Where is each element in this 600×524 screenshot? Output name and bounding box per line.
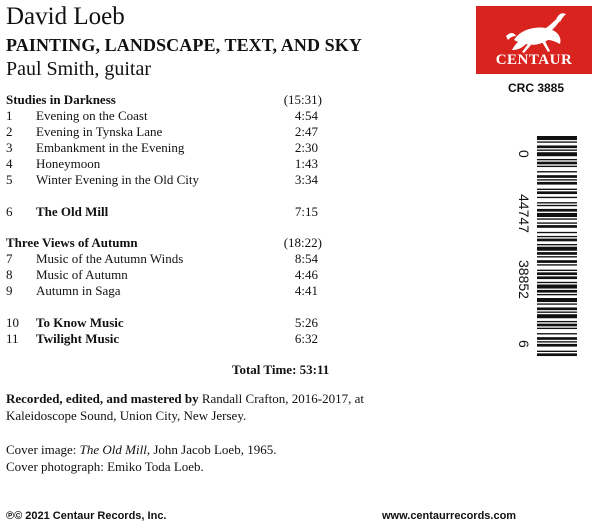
track-title: Evening in Tynska Lane <box>36 124 163 139</box>
track-row <box>6 140 366 156</box>
track-row <box>6 204 366 220</box>
recording-credits <box>6 390 386 424</box>
barcode-bar <box>537 136 577 140</box>
barcode-bar <box>537 337 577 340</box>
group-title: Three Views of Autumn <box>6 235 138 250</box>
centaur-wordmark: CENTAUR <box>495 52 573 68</box>
recording-credits-text: Randall Crafton, 2016-2017, at Kaleidoscope Sound, Union City, New Jersey. <box>6 391 364 423</box>
barcode-bar <box>537 213 577 217</box>
track-row <box>6 172 366 188</box>
group-duration: (18:22) <box>283 235 322 250</box>
track-title: Music of Autumn <box>36 267 128 282</box>
track-number: 7 <box>6 251 13 266</box>
track-number: 8 <box>6 267 13 282</box>
barcode-digit-first: 0 <box>516 150 532 158</box>
cover-image-title: The Old Mill <box>79 442 147 457</box>
barcode-bar <box>537 244 577 245</box>
track-title: To Know Music <box>36 315 124 330</box>
track-title: Music of the Autumn Winds <box>36 251 184 266</box>
centaur-logo <box>476 6 592 74</box>
barcode-bar <box>537 312 577 313</box>
track-title: Evening on the Coast <box>36 108 148 123</box>
track-number: 10 <box>6 315 19 330</box>
barcode-bar <box>537 260 577 263</box>
barcode-bar <box>537 290 577 293</box>
track-duration: 8:54 <box>294 251 318 266</box>
track-duration: 3:34 <box>294 172 318 187</box>
barcode-bar <box>537 328 577 329</box>
track-title: Embankment in the Evening <box>36 140 185 155</box>
barcode-digits-right: 38852 <box>516 260 532 299</box>
barcode-bar <box>537 171 577 172</box>
barcode-bar <box>537 191 577 194</box>
track-number: 4 <box>6 156 13 171</box>
track-row <box>6 315 366 331</box>
barcode-bar <box>537 353 577 356</box>
barcode-bar <box>537 145 577 148</box>
barcode-bar <box>537 197 577 198</box>
track-duration: 2:47 <box>294 124 318 139</box>
catalog-number: CRC 3885 <box>508 81 565 95</box>
performer: Paul Smith, guitar <box>6 58 151 80</box>
barcode-bar <box>537 333 577 334</box>
barcode-bar <box>537 225 577 228</box>
barcode-bar <box>537 285 577 289</box>
total-time: Total Time: 53:11 <box>232 362 330 377</box>
album-title: PAINTING, LANDSCAPE, TEXT, AND SKY <box>6 35 362 55</box>
barcode-bar <box>537 205 577 206</box>
barcode-bar <box>537 162 577 165</box>
track-number: 3 <box>6 140 13 155</box>
cover-image-suffix: , John Jacob Loeb, 1965. <box>146 442 277 457</box>
barcode-bar <box>537 303 577 304</box>
track-duration: 1:43 <box>294 156 318 171</box>
barcode-bar <box>537 307 577 310</box>
track-title: Twilight Music <box>36 331 120 346</box>
group-header-studies <box>6 92 366 108</box>
barcode-bar <box>537 209 577 212</box>
barcode-bar <box>537 324 577 327</box>
barcode-bar <box>537 141 577 142</box>
composer-name: David Loeb <box>6 3 125 30</box>
group-duration: (15:31) <box>283 92 322 107</box>
track-number: 1 <box>6 108 13 123</box>
track-number: 9 <box>6 283 13 298</box>
track-row <box>6 267 366 283</box>
barcode-bar <box>537 236 577 237</box>
track-number: 6 <box>6 204 13 219</box>
barcode-bar <box>537 159 577 160</box>
track-duration: 4:54 <box>294 108 318 123</box>
cover-photo-credit: Cover photograph: Emiko Toda Loeb. <box>6 459 204 474</box>
website-url: www.centaurrecords.com <box>382 510 517 522</box>
barcode-bar <box>537 166 577 167</box>
barcode-bar <box>537 150 577 151</box>
track-number: 2 <box>6 124 13 139</box>
copyright-notice: ℗© 2021 Centaur Records, Inc. <box>6 510 167 522</box>
barcode-bar <box>537 222 577 223</box>
barcode-bar <box>537 179 577 180</box>
barcode-bar <box>537 152 577 156</box>
barcode-bar <box>537 298 577 302</box>
barcode-bar <box>537 232 577 233</box>
track-row <box>6 283 366 299</box>
track-row <box>6 156 366 172</box>
barcode-bar <box>537 182 577 185</box>
track-number: 11 <box>6 331 19 346</box>
track-row <box>6 124 366 140</box>
barcode-bar <box>537 218 577 219</box>
track-row <box>6 251 366 267</box>
barcode-bar <box>537 256 577 257</box>
barcode <box>515 132 579 362</box>
barcode-bar <box>537 175 577 178</box>
track-row <box>6 108 366 124</box>
track-title: Honeymoon <box>36 156 101 171</box>
track-duration: 4:46 <box>294 267 318 282</box>
track-number: 5 <box>6 172 13 187</box>
group-header-autumn <box>6 235 366 251</box>
track-row <box>6 331 366 347</box>
barcode-bar <box>537 294 577 295</box>
group-title: Studies in Darkness <box>6 92 116 107</box>
barcode-bar <box>537 202 577 203</box>
track-title: The Old Mill <box>36 204 109 219</box>
barcode-bar <box>537 239 577 242</box>
track-duration: 4:41 <box>294 283 318 298</box>
barcode-bar <box>537 351 577 352</box>
barcode-bar <box>537 276 577 279</box>
barcode-bar <box>537 314 577 318</box>
barcode-digits-left: 44747 <box>516 194 532 233</box>
barcode-bar <box>537 344 577 347</box>
barcode-bar <box>537 189 577 190</box>
cover-image-credit <box>6 441 386 458</box>
barcode-bar <box>537 272 577 275</box>
cover-image-prefix: Cover image: <box>6 442 80 457</box>
barcode-bar <box>537 247 577 251</box>
track-duration: 2:30 <box>294 140 318 155</box>
barcode-bar <box>537 270 577 271</box>
barcode-digit-last: 6 <box>516 340 532 348</box>
track-title: Winter Evening in the Old City <box>36 172 200 187</box>
recording-credits-label: Recorded, edited, and mastered by <box>6 391 199 406</box>
barcode-bar <box>537 252 577 255</box>
barcode-bar <box>537 321 577 322</box>
barcode-bar <box>537 341 577 342</box>
barcode-bar <box>537 282 577 283</box>
barcode-graphic <box>515 132 579 362</box>
track-duration: 7:15 <box>294 204 318 219</box>
track-duration: 6:32 <box>294 331 318 346</box>
track-duration: 5:26 <box>294 315 318 330</box>
track-title: Autumn in Saga <box>36 283 121 298</box>
barcode-bar <box>537 264 577 265</box>
